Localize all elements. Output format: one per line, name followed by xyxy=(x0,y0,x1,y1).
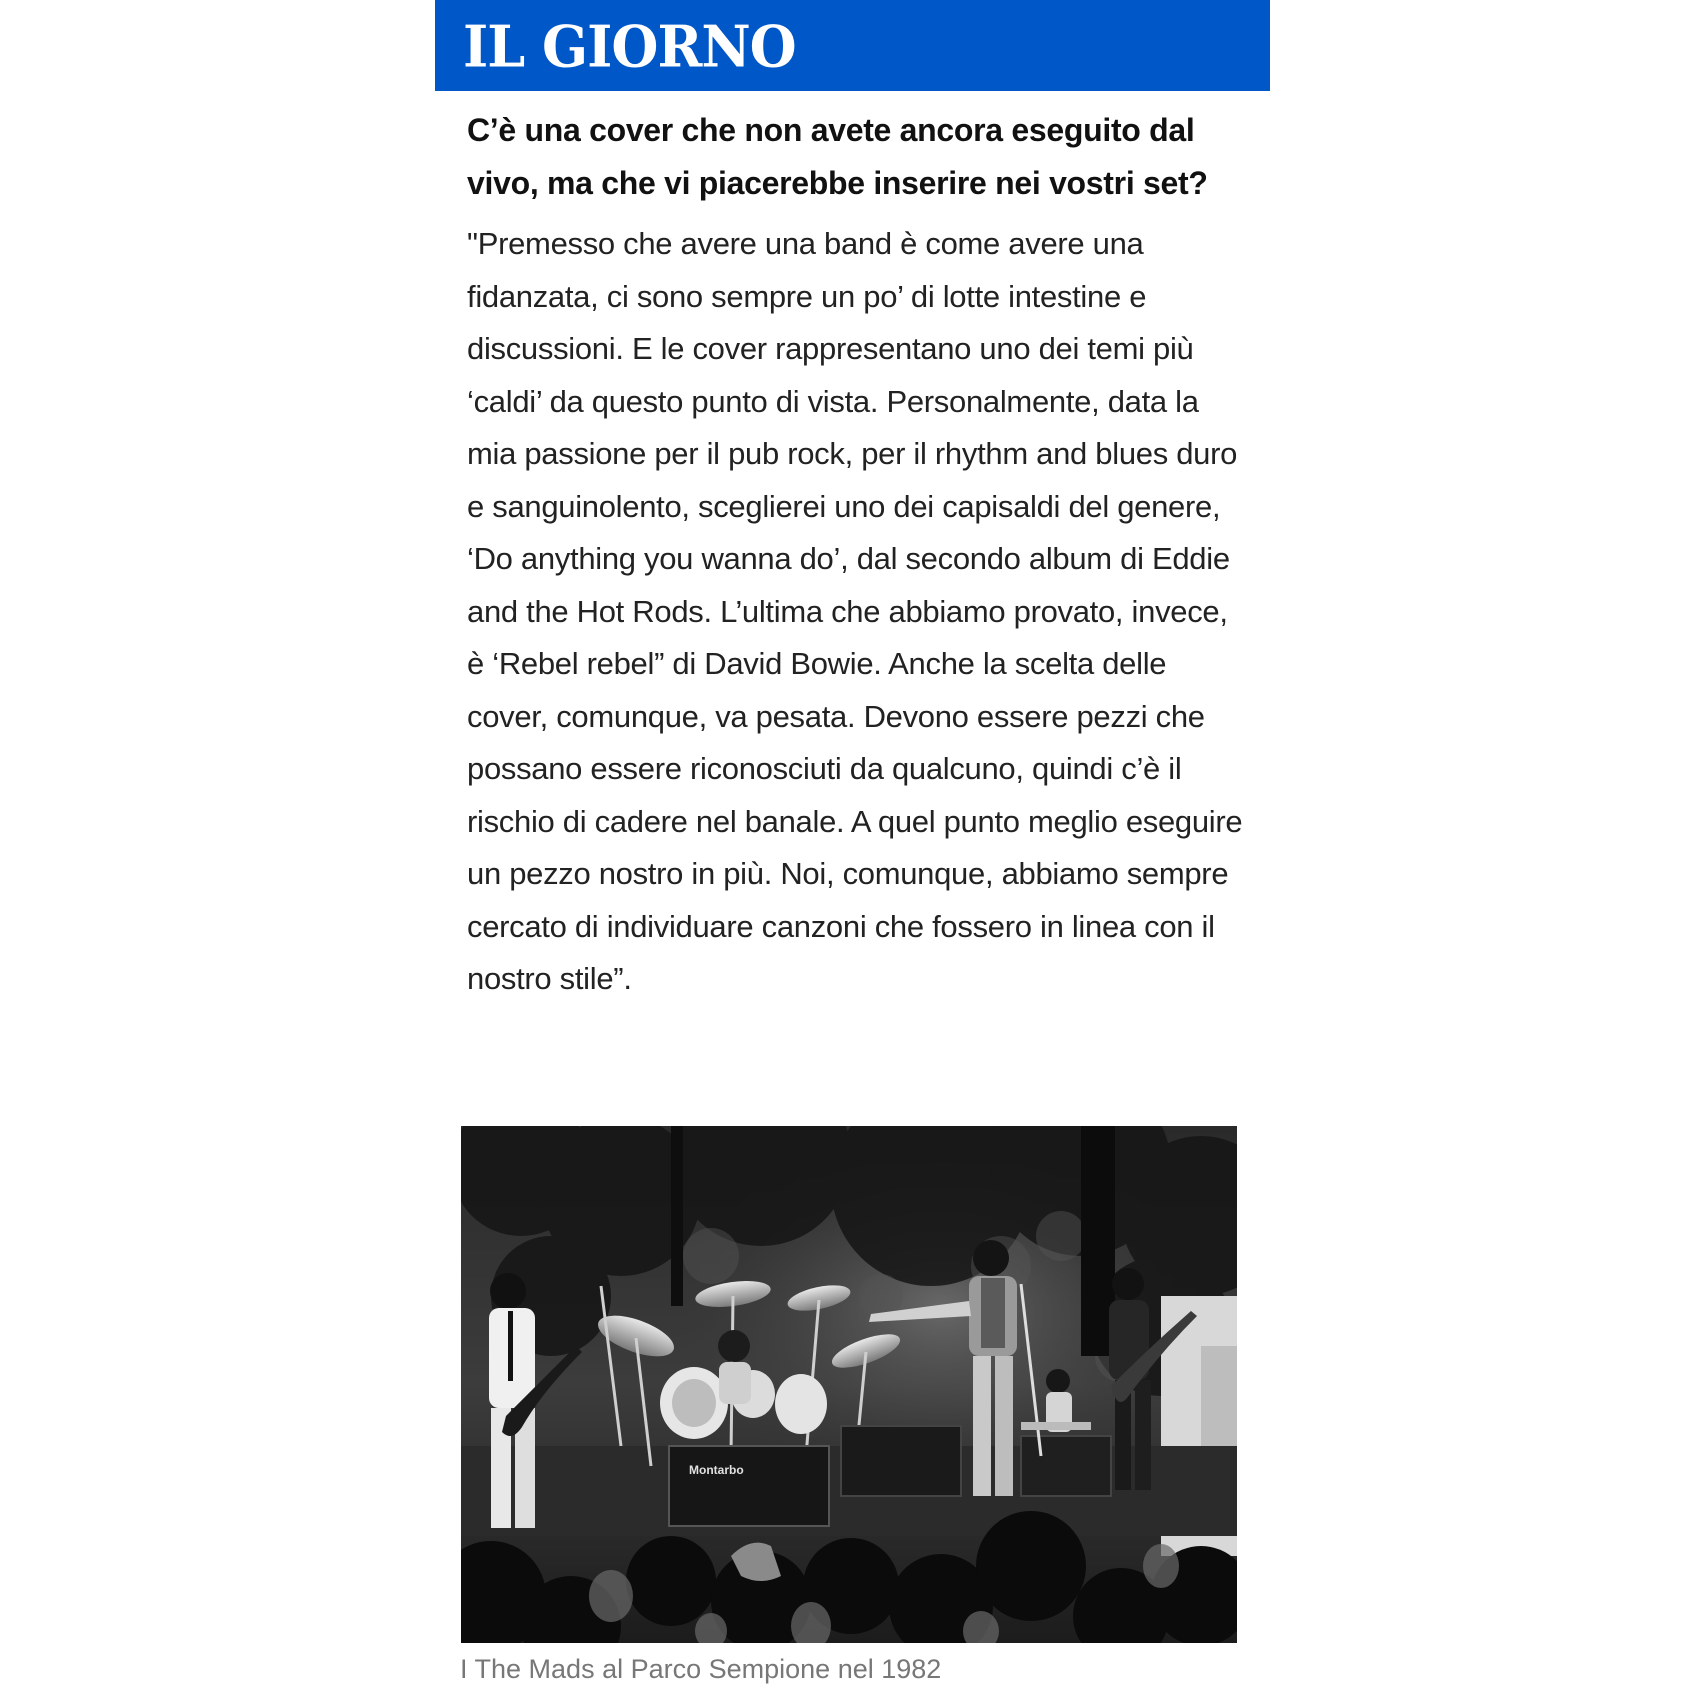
amp-brand-label: Montarbo xyxy=(689,1463,744,1477)
interview-answer: "Premesso che avere una band è come avere una fidanzata, ci sono sempre un po’ di lotte intestine e discussioni. E le cover rappresentano uno dei temi più ‘caldi’ da questo punto di vista. Personalmente, data la mia passione per il pub rock, per il rhythm and blues duro e sanguinolento, sceglierei uno dei capisaldi del genere, ‘Do anything you wanna do’, dal secondo album di Eddie and the Hot Rods. L’ultima che abbiamo provato, invece, è ‘Rebel rebel” di David Bowie. Anche la scelta delle cover, comunque, va pesata. Devono essere pezzi che possano essere riconosciuti da qualcuno, quindi c’è il rischio di cadere nel banale. A quel punto meglio eseguire un pezzo nostro in più. Noi, comunque, abbiamo sempre cercato di individuare canzoni che fossero in linea con il nostro stile”. xyxy=(467,226,1243,996)
concert-photo xyxy=(461,1126,1237,1643)
photo-caption: I The Mads al Parco Sempione nel 1982 xyxy=(460,1654,942,1684)
interview-question: C’è una cover che non avete ancora eseguito dal vivo, ma che vi piacerebbe inserire nei vostri set? xyxy=(467,112,1208,201)
article-body xyxy=(467,104,1247,1006)
masthead xyxy=(435,0,1270,91)
concert-photo-illustration xyxy=(461,1126,1237,1643)
site-logo[interactable]: IL GIORNO xyxy=(463,13,796,81)
